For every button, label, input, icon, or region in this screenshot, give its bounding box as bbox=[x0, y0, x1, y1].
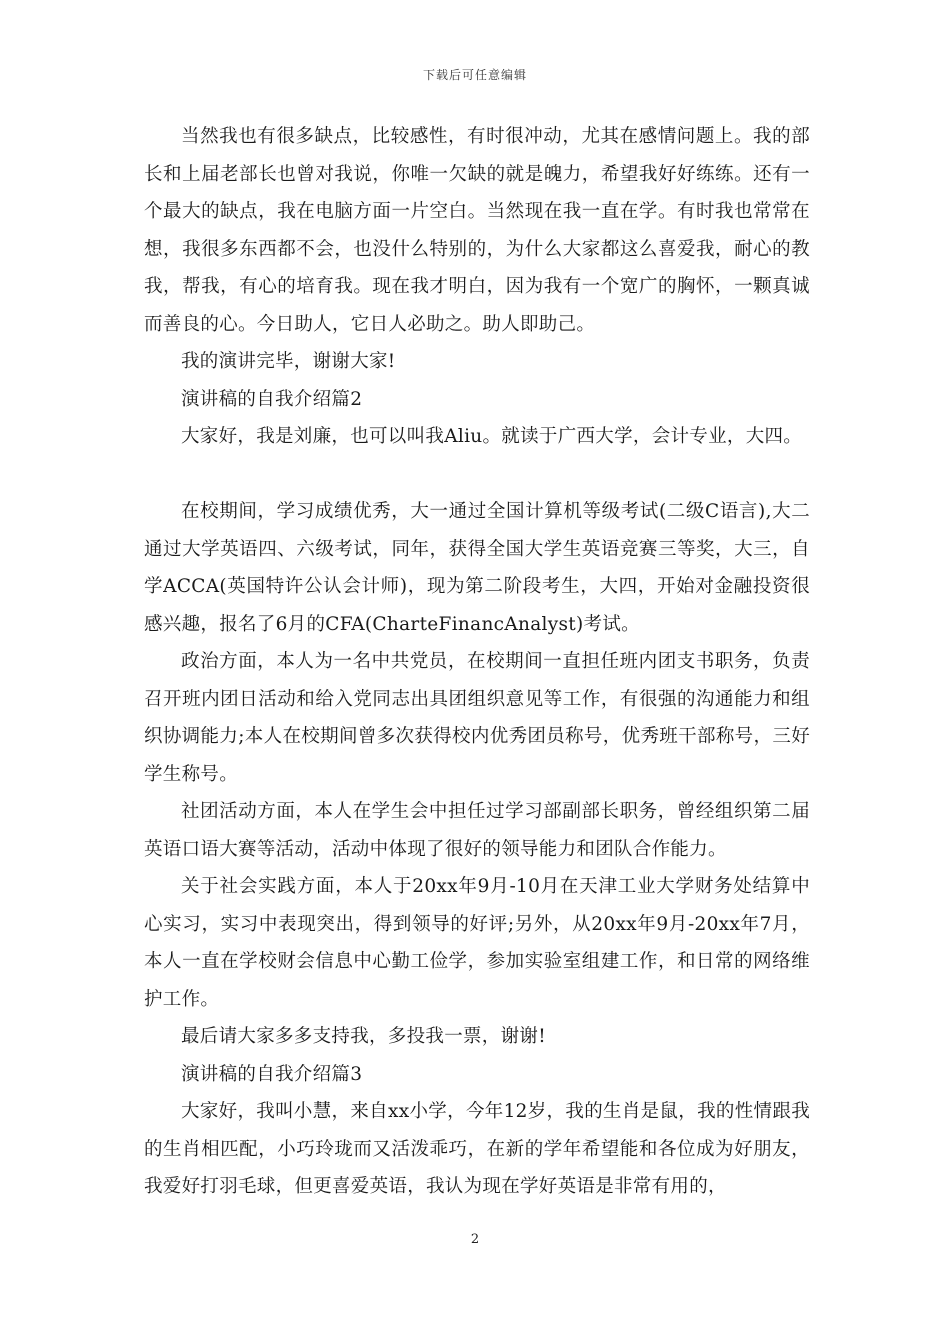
paragraph-closing: 我的演讲完毕，谢谢大家! bbox=[181, 351, 396, 372]
document-body bbox=[144, 118, 810, 1206]
paragraph-clubs: 社团活动方面，本人在学生会中担任过学习部副部长职务，曾经组织第二届英语口语大赛等活动，活动中体现了很好的领导能力和团队合作能力。 bbox=[144, 801, 810, 860]
paragraph-academics: 在校期间，学习成绩优秀，大一通过全国计算机等级考试(二级C语言),大二通过大学英语四、六级考试，同年，获得全国大学生英语竞赛三等奖，大三，自学ACCA(英国特许公认会计师)，现为第二阶段考生，大四，开始对金融投资很感兴趣，报名了6月的CFA(CharteFinancAnalyst)考试。 bbox=[144, 501, 810, 635]
paragraph-greeting-2: 大家好，我是刘廉，也可以叫我Aliu。就读于广西大学，会计专业，大四。 bbox=[181, 426, 803, 447]
section-heading-2: 演讲稿的自我介绍篇2 bbox=[181, 388, 363, 410]
paragraph-greeting-3: 大家好，我叫小慧，来自xx小学，今年12岁，我的生肖是鼠，我的性情跟我的生肖相匹配，小巧玲珑而又活泼乖巧，在新的学年希望能和各位成为好朋友，我爱好打羽毛球，但更喜爱英语，我认为现在学好英语是非常有用的， bbox=[144, 1101, 810, 1197]
page-number: 2 bbox=[470, 1232, 480, 1247]
page-header: 下载后可任意编辑 bbox=[422, 68, 527, 82]
section-heading-3: 演讲稿的自我介绍篇3 bbox=[181, 1063, 363, 1085]
paragraph-vote-request: 最后请大家多多支持我，多投我一票，谢谢! bbox=[181, 1026, 546, 1047]
paragraph-shortcomings: 当然我也有很多缺点，比较感性，有时很冲动，尤其在感情问题上。我的部长和上届老部长也曾对我说，你唯一欠缺的就是魄力，希望我好好练练。还有一个最大的缺点，我在电脑方面一片空白。当然现在我一直在学。有时我也常常在想，我很多东西都不会，也没什么特别的，为什么大家都这么喜爱我，耐心的教我，帮我，有心的培育我。现在我才明白，因为我有一个宽广的胸怀，一颗真诚而善良的心。今日助人，它日人必助之。助人即助己。 bbox=[144, 126, 810, 335]
paragraph-practice: 关于社会实践方面，本人于20xx年9月-10月在天津工业大学财务处结算中心实习，实习中表现突出，得到领导的好评;另外，从20xx年9月-20xx年7月，本人一直在学校财会信息中心勤工俭学，参加实验室组建工作，和日常的网络维护工作。 bbox=[144, 876, 810, 1010]
paragraph-politics: 政治方面，本人为一名中共党员，在校期间一直担任班内团支书职务，负责召开班内团日活动和给入党同志出具团组织意见等工作，有很强的沟通能力和组织协调能力;本人在校期间曾多次获得校内优秀团员称号，优秀班干部称号，三好学生称号。 bbox=[144, 651, 810, 785]
